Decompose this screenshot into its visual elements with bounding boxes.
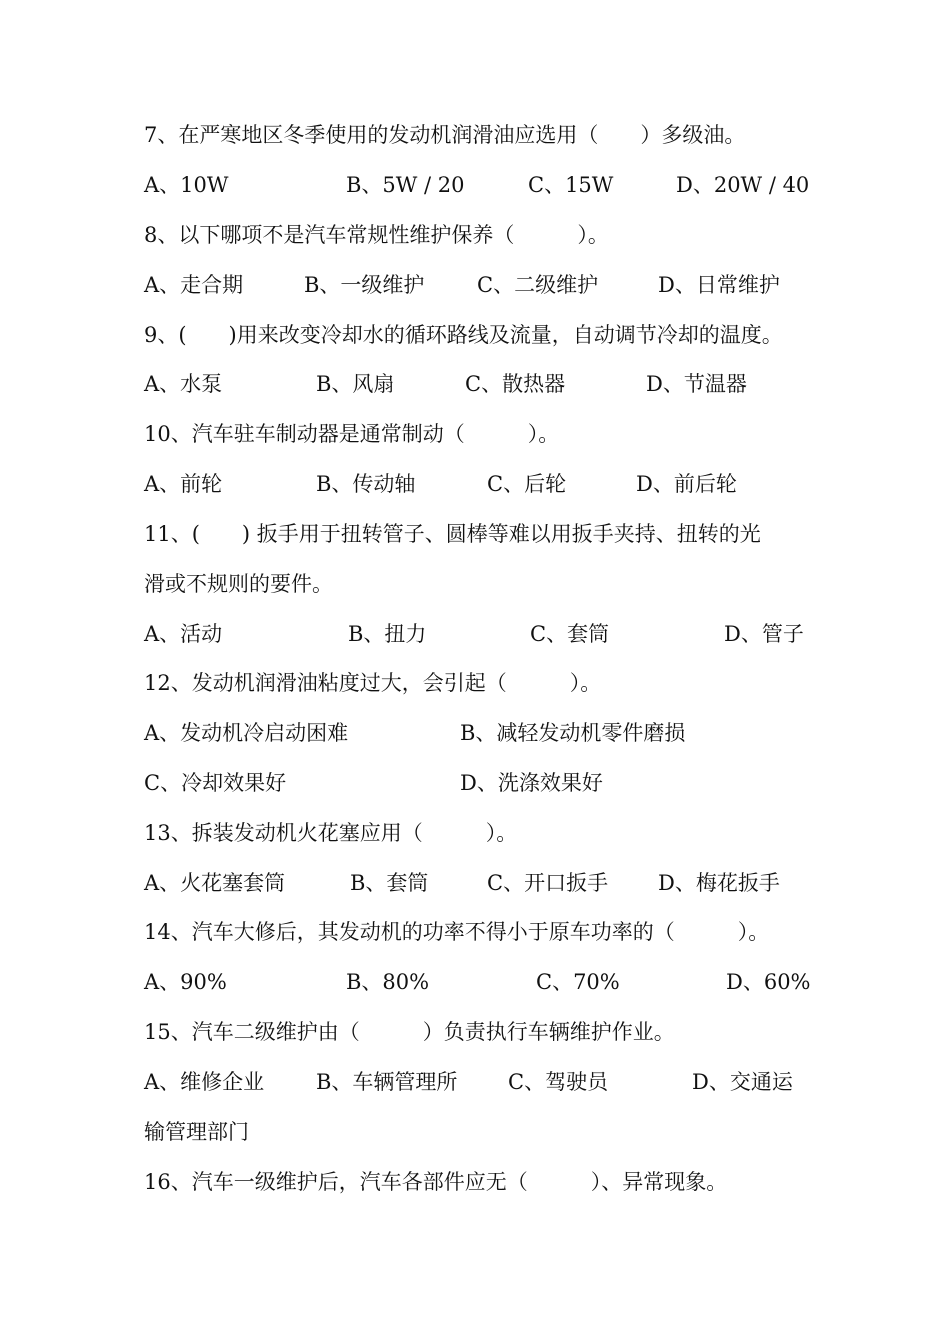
option-d: D、日常维护	[658, 273, 780, 297]
option-b: B、扭力	[348, 622, 427, 646]
option-a: A、水泵	[144, 372, 223, 396]
option-d: D、60%	[726, 970, 811, 994]
option-d: D、洗涤效果好	[460, 771, 603, 795]
option-c: C、后轮	[487, 472, 567, 496]
option-c: C、驾驶员	[508, 1070, 609, 1094]
question-text: 14、汽车大修后，其发动机的功率不得小于原车功率的（ ）。	[144, 920, 770, 944]
option-a: A、活动	[144, 622, 223, 646]
option-d: D、前后轮	[636, 472, 737, 496]
option-d: D、节温器	[646, 372, 747, 396]
option-d: D、梅花扳手	[658, 871, 780, 895]
option-a: A、发动机冷启动困难	[144, 721, 349, 745]
option-a: A、走合期	[144, 273, 244, 297]
option-a: A、维修企业	[144, 1070, 265, 1094]
option-a: A、90%	[144, 970, 227, 994]
question-text: 10、汽车驻车制动器是通常制动（ ）。	[144, 422, 560, 446]
option-d: D、管子	[724, 622, 804, 646]
question-text: 7、在严寒地区冬季使用的发动机润滑油应选用（ ）多级油。	[144, 123, 746, 147]
question-text: 16、汽车一级维护后，汽车各部件应无（ ）、异常现象。	[144, 1170, 728, 1194]
option-c: C、15W	[528, 173, 614, 197]
question-text: 11、( ) 扳手用于扭转管子、圆棒等难以用扳手夹持、扭转的光	[144, 522, 761, 546]
question-text: 12、发动机润滑油粘度过大，会引起（ ）。	[144, 671, 602, 695]
question-text: 滑或不规则的要件。	[144, 572, 333, 596]
option-b: B、车辆管理所	[316, 1070, 458, 1094]
option-b: B、套筒	[350, 871, 429, 895]
option-b: B、减轻发动机零件磨损	[460, 721, 686, 745]
option-b: B、5W / 20	[346, 173, 465, 197]
option-a: A、10W	[144, 173, 229, 197]
question-text: 15、汽车二级维护由（ ）负责执行车辆维护作业。	[144, 1020, 675, 1044]
option-b: B、风扇	[316, 372, 395, 396]
option-b: B、一级维护	[304, 273, 425, 297]
option-a: A、火花塞套筒	[144, 871, 286, 895]
option-c: C、散热器	[465, 372, 566, 396]
option-d: D、20W / 40	[676, 173, 810, 197]
option-d-continued: 输管理部门	[144, 1120, 249, 1144]
option-b: B、80%	[346, 970, 430, 994]
option-a: A、前轮	[144, 472, 223, 496]
question-text: 8、以下哪项不是汽车常规性维护保养（ ）。	[144, 223, 609, 247]
option-c: C、二级维护	[477, 273, 599, 297]
option-c: C、开口扳手	[487, 871, 609, 895]
option-c: C、套筒	[530, 622, 610, 646]
option-c: C、冷却效果好	[144, 771, 287, 795]
question-text: 9、( )用来改变冷却水的循环路线及流量，自动调节冷却的温度。	[144, 323, 783, 347]
question-text: 13、拆装发动机火花塞应用（ ）。	[144, 821, 518, 845]
option-d: D、交通运	[692, 1070, 793, 1094]
option-b: B、传动轴	[316, 472, 416, 496]
option-c: C、70%	[536, 970, 620, 994]
